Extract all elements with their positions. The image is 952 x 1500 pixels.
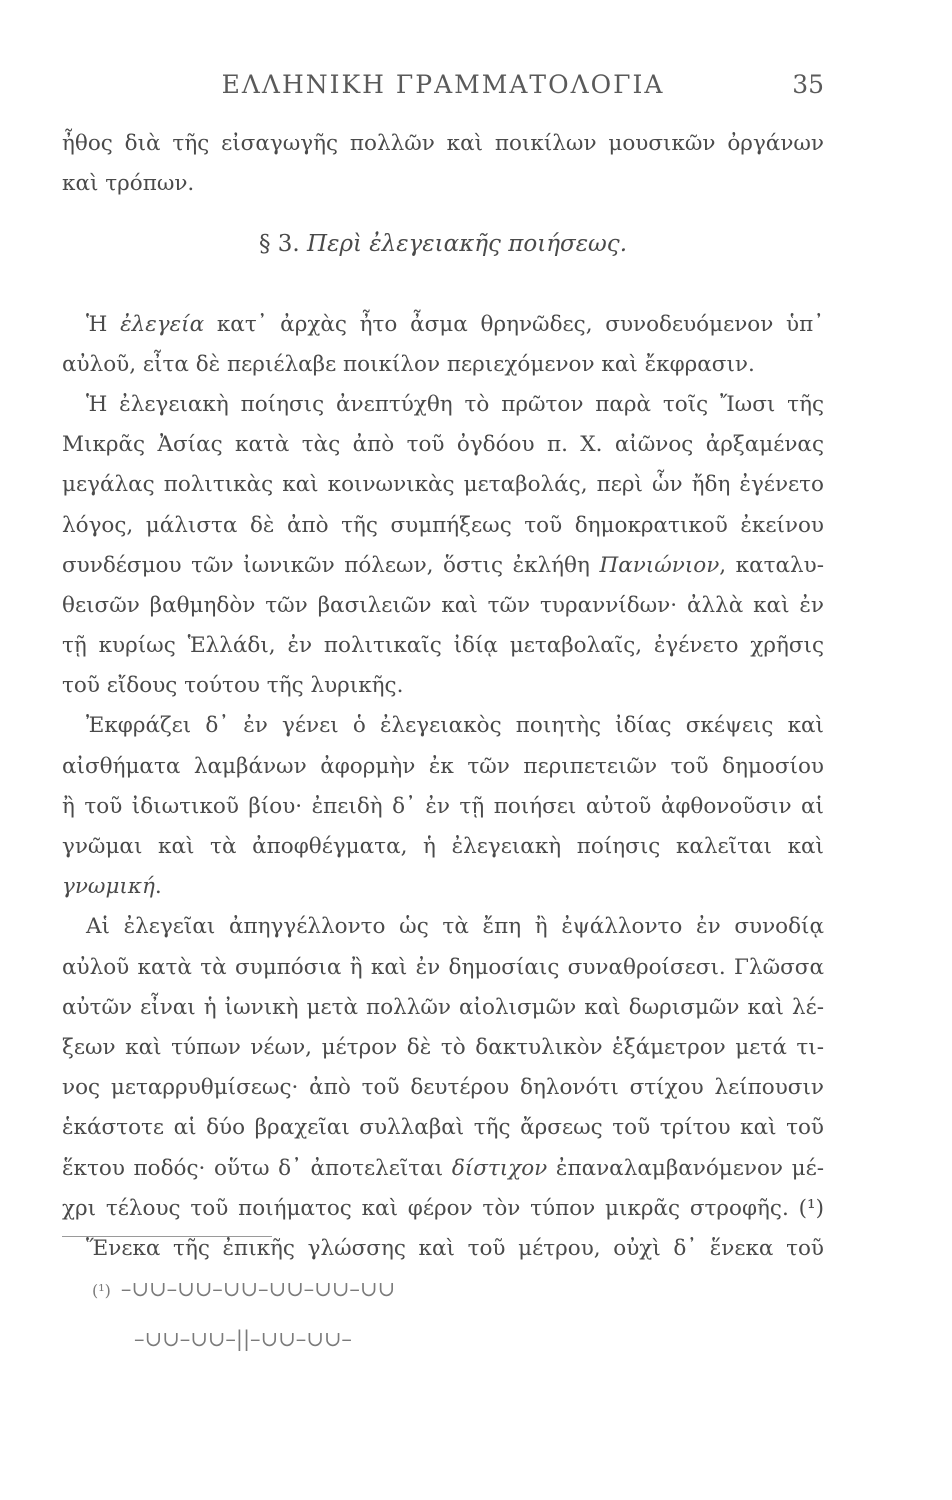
term-gnomiki: γνωμική	[62, 874, 155, 900]
text-fragment: ἕκτου ποδός· οὕτω δ᾽ ἀποτελεῖται	[62, 1155, 444, 1181]
term-panionion: Πανιώνιον	[599, 552, 720, 578]
text-line: γνῶμαι καὶ τὰ ἀποφθέγματα, ἡ ἐλεγειακὴ ποίησις καλεῖται καὶ	[62, 834, 824, 859]
text-line: ἦθος διὰ τῆς εἰσαγωγῆς πολλῶν καὶ ποικίλων μουσικῶν ὀργάνων	[62, 131, 824, 156]
metrical-scheme-hexameter: –∪∪–∪∪–∪∪–∪∪–∪∪–∪∪	[120, 1277, 396, 1301]
text-fragment: , καταλυ-	[719, 552, 824, 578]
text-line: θεισῶν βαθμηδὸν τῶν βασιλειῶν καὶ τῶν τυραννίδων· ἀλλὰ καὶ ἐν	[62, 592, 824, 618]
text-line	[62, 546, 824, 586]
footnote	[92, 1264, 592, 1364]
footnote-marker: (¹)	[92, 1281, 111, 1300]
running-head	[62, 70, 824, 110]
text-line: Ἕνεκα τῆς ἐπικῆς γλώσσης καὶ τοῦ μέτρου, οὐχὶ δ᾽ ἕνεκα τοῦ	[86, 1235, 824, 1261]
text-line: τῇ κυρίως Ἑλλάδι, ἐν πολιτικαῖς ἰδίᾳ μεταβολαῖς, ἐγένετο χρῆσις	[62, 633, 824, 659]
footnote-line	[92, 1314, 592, 1364]
text-line: νος μεταρρυθμίσεως· ἀπὸ τοῦ δευτέρου δηλονότι στίχου λείπουσιν	[62, 1075, 824, 1101]
text-line: Αἱ ἐλεγεῖαι ἀπηγγέλλοντο ὡς τὰ ἔπη ἢ ἐψάλλοντο ἐν συνοδίᾳ	[86, 914, 824, 940]
text-line	[62, 1149, 824, 1189]
text-fragment: κατ᾽ ἀρχὰς ἦτο ἆσμα θρηνῶδες, συνοδευόμενον ὑπ᾽	[216, 311, 824, 337]
text-line: μεγάλας πολιτικὰς καὶ κοινωνικὰς μεταβολάς, περὶ ὧν ἤδη ἐγένετο	[62, 472, 824, 498]
text-fragment: συνδέσμου τῶν ἰωνικῶν πόλεων, ὅστις ἐκλήθη	[62, 552, 590, 578]
paragraph-intro: Ἡ	[86, 311, 108, 337]
body-text	[62, 124, 824, 1269]
term-elegeia: ἐλεγεία	[120, 311, 205, 337]
paragraph-gap	[62, 287, 824, 305]
text-line: τοῦ εἴδους τούτου τῆς λυρικῆς.	[62, 673, 404, 699]
text-line: αἰσθήματα λαμβάνων ἀφορμὴν ἐκ τῶν περιπετειῶν τοῦ δημοσίου	[62, 753, 824, 779]
text-fragment: ἐπαναλαμβανόμενον μέ-	[555, 1155, 824, 1181]
text-line: Μικρᾶς Ἀσίας κατὰ τὰς ἀπὸ τοῦ ὀγδόου π. Χ. αἰῶνος ἀρξαμένας	[62, 432, 824, 458]
section-number: § 3.	[258, 231, 300, 258]
text-line	[62, 305, 824, 345]
text-line: ἑκάστοτε αἱ δύο βραχεῖαι συλλαβαὶ τῆς ἄρσεως τοῦ τρίτου καὶ τοῦ	[62, 1115, 824, 1141]
text-line: ξεων καὶ τύπων νέων, μέτρον δὲ τὸ δακτυλικὸν ἑξάμετρον μετά τι-	[62, 1034, 824, 1060]
text-line: καὶ τρόπων.	[62, 171, 195, 197]
text-line: λόγος, μάλιστα δὲ ἀπὸ τῆς συμπήξεως τοῦ δημοκρατικοῦ ἐκείνου	[62, 512, 824, 538]
text-line: Ἡ ἐλεγειακὴ ποίησις ἀνεπτύχθη τὸ πρῶτον παρὰ τοῖς Ἴωσι τῆς	[86, 391, 824, 417]
section-heading	[62, 224, 824, 264]
text-fragment: .	[154, 874, 162, 900]
footnote-rule	[62, 1236, 272, 1237]
text-line: αὐτῶν εἶναι ἡ ἰωνικὴ μετὰ πολλῶν αἰολισμῶν καὶ δωρισμῶν καὶ λέ-	[62, 994, 824, 1020]
text-line: αὐλοῦ κατὰ τὰ συμπόσια ἢ καὶ ἐν δημοσίαις συναθροίσεσι. Γλῶσσα	[62, 954, 824, 980]
metrical-scheme-pentameter: –∪∪–∪∪–||–∪∪–∪∪–	[134, 1327, 352, 1351]
page-number: 35	[792, 70, 824, 99]
text-line	[62, 867, 824, 907]
running-title: ΕΛΛΗΝΙΚΗ ΓΡΑΜΜΑΤΟΛΟΓΙΑ	[221, 70, 665, 99]
text-line: ἢ τοῦ ἰδιωτικοῦ βίου· ἐπειδὴ δ᾽ ἐν τῇ ποιήσει αὐτοῦ ἀφθονοῦσιν αἱ	[62, 793, 824, 819]
section-title: Περὶ ἐλεγειακῆς ποιήσεως.	[307, 231, 628, 258]
text-line: χρι τέλους τοῦ ποιήματος καὶ φέρον τὸν τύπον μικρᾶς στροφῆς. (¹)	[62, 1195, 824, 1221]
term-distichon: δίστιχον	[451, 1155, 548, 1181]
text-line: Ἐκφράζει δ᾽ ἐν γένει ὁ ἐλεγειακὸς ποιητὴς ἰδίας σκέψεις καὶ	[86, 713, 824, 739]
footnote-line	[92, 1264, 592, 1314]
text-line: αὐλοῦ, εἶτα δὲ περιέλαβε ποικίλον περιεχόμενον καὶ ἔκφρασιν.	[62, 351, 755, 377]
